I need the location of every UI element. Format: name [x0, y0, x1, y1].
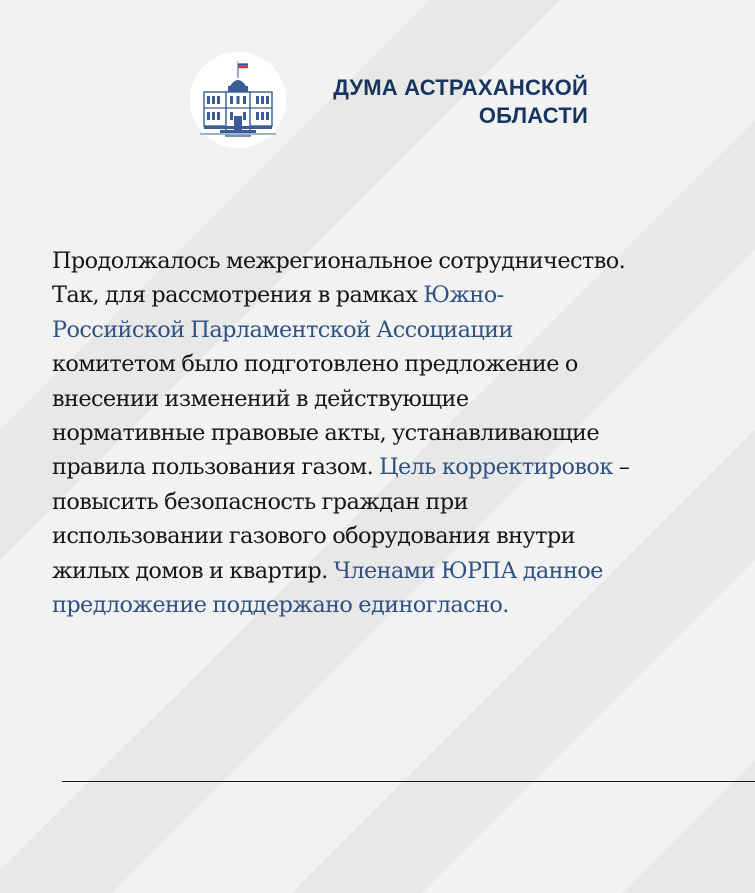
paragraph-line: использовании газового оборудования внутри	[52, 523, 575, 550]
paragraph-line	[52, 554, 722, 588]
organization-name-line1: ДУМА АСТРАХАНСКОЙ	[333, 75, 588, 100]
paragraph-line: комитетом было подготовлено предложение о	[52, 351, 578, 378]
duma-building-emblem-icon	[190, 52, 286, 148]
header	[190, 52, 610, 148]
paragraph-line	[52, 450, 722, 484]
paragraph-line: внесении изменений в действующие	[52, 385, 469, 412]
paragraph-line: Продолжалось межрегиональное сотрудничество.	[52, 248, 626, 274]
support-highlight-text: Членами ЮРПА данное	[333, 557, 603, 584]
yurpa-link-text: Южно-	[423, 282, 504, 309]
paragraph-text: жилых домов и квартир.	[52, 557, 334, 584]
paragraph-line	[52, 278, 722, 312]
paragraph-text: Так, для рассмотрения в рамках	[52, 282, 424, 309]
organization-name	[302, 74, 588, 130]
main-paragraph	[52, 244, 722, 622]
divider-line	[62, 781, 755, 782]
support-highlight-text: предложение поддержано единогласно.	[52, 592, 509, 619]
paragraph-text: правила пользования газом.	[52, 454, 380, 481]
paragraph-text: –	[612, 454, 630, 481]
organization-name-line2: ОБЛАСТИ	[478, 103, 588, 128]
goal-highlight-text: Цель корректировок	[379, 454, 613, 481]
paragraph-line: нормативные правовые акты, устанавливающие	[52, 420, 600, 447]
paragraph-line: повысить безопасность граждан при	[52, 488, 468, 515]
yurpa-link-text: Российской Парламентской Ассоциации	[52, 316, 513, 343]
